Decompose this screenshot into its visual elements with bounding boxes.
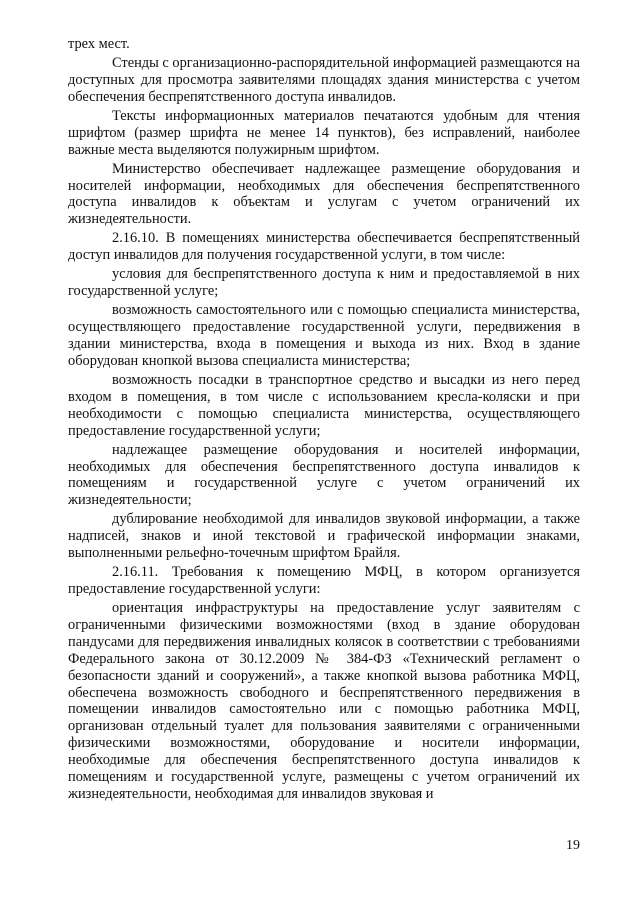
paragraph-2: Стенды с организационно-распорядительной информацией размещаются на доступных для просмотра заявителями площадях здания министерства с учетом обеспечения беспрепятственного доступа инвалидов.	[68, 55, 580, 105]
paragraph-1: трех мест.	[68, 36, 130, 52]
paragraph-3: Тексты информационных материалов печатаются удобным для чтения шрифтом (размер шрифта не менее 14 пунктов), без исправлений, наиболее важные места выделяются полужирным шрифтом.	[68, 107, 580, 158]
paragraph-9: надлежащее размещение оборудования и носителей информации, необходимых для обеспечения беспрепятственного доступа инвалидов к помещениям и государственной услуге с учетом ограничений их жизнедеятельности;	[68, 441, 580, 509]
paragraph-10: дублирование необходимой для инвалидов звуковой информации, а также надписей, знаков и иной текстовой и графической информации знаками, выполненными рельефно-точечным шрифтом Брайля.	[68, 511, 580, 562]
paragraph-8: возможность посадки в транспортное средство и высадки из него перед входом в помещения, в том числе с использованием кресла-коляски и при необходимости с помощью специалиста министерства, осуществляющего предоставление государственной услуги;	[68, 371, 580, 439]
paragraph-5: 2.16.10. В помещениях министерства обеспечивается беспрепятственный доступ инвалидов для получения государственной услуги, в том числе:	[68, 230, 580, 264]
paragraph-12: ориентация инфраструктуры на предоставление услуг заявителям с ограниченными физическими возможностями (вход в здание оборудован пандусами для передвижения инвалидных колясок в соответствии с требованиями Федерального закона от 30.12.2009 № 384-ФЗ «Технический регламент о безопасности зданий и сооружений», а также кнопкой вызова работника МФЦ, обеспечена возможность свободного и беспрепятственного передвижения в помещении инвалидов самостоятельно или с помощью работника МФЦ, организован отдельный туалет для пользования заявителями с ограниченными физическими возможностями, оборудование и носители информации, необходимые для обеспечения беспрепятственного доступа инвалидов к помещениям и государственной услуге, размещены с учетом ограничений их жизнедеятельности, необходимая для инвалидов звуковая и	[68, 600, 580, 802]
page-number: 19	[566, 838, 580, 853]
paragraph-6: условия для беспрепятственного доступа к ним и предоставляемой в них государственной услуге;	[68, 266, 580, 300]
paragraph-4: Министерство обеспечивает надлежащее размещение оборудования и носителей информации, необходимых для обеспечения беспрепятственного доступа инвалидов к объектам и услугам с учетом ограничений их жизнедеятельности.	[68, 160, 580, 228]
paragraph-11: 2.16.11. Требования к помещению МФЦ, в котором организуется предоставление государственной услуги:	[68, 564, 580, 598]
paragraph-7: возможность самостоятельного или с помощью специалиста министерства, осуществляющего предоставление государственной услуги, передвижения в здании министерства, входа в помещения и выхода из них. Вход в здание оборудован кнопкой вызова специалиста министерства;	[68, 302, 580, 369]
document-page	[68, 36, 580, 805]
